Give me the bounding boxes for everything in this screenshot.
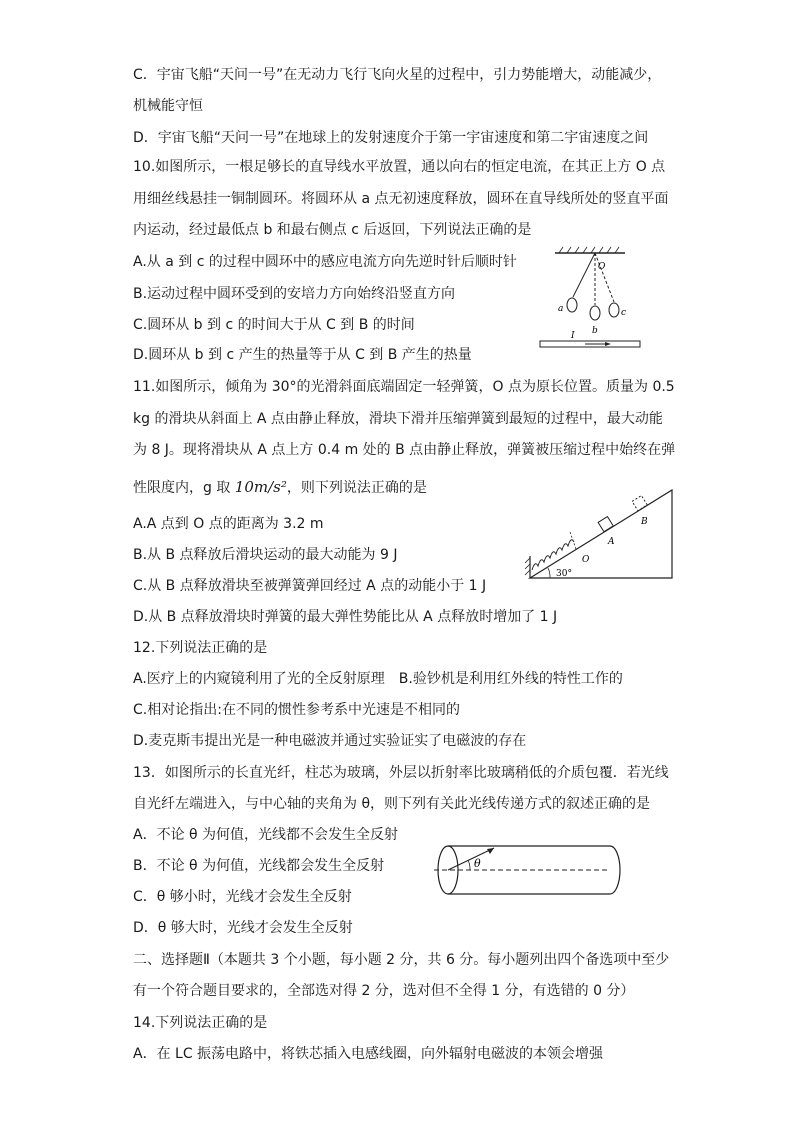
label-o: O	[598, 262, 606, 272]
q11-stem-line1: 11.如图所示，倾角为 30°的光滑斜面底端固定一轻弹簧，O 点为原长位置。质量为 0.5	[133, 379, 675, 395]
q11-option-c: C.从 B 点释放滑块至被弹簧弹回经过 A 点的动能小于 1 J	[133, 578, 487, 594]
label-c: c	[621, 308, 627, 318]
q13-option-a: A．不论 θ 为何值，光线都不会发生全反射	[133, 827, 399, 843]
q11-option-a: A.A 点到 O 点的距离为 3.2 m	[133, 516, 324, 532]
q13-fiber-figure	[430, 838, 630, 902]
q13-option-d: D．θ 够大时，光线才会发生全反射	[133, 920, 353, 936]
q10-option-a: A.从 a 到 c 的过程中圆环中的感应电流方向先逆时针后顺时针	[133, 254, 517, 270]
q11-stem-line4-suffix: ，则下列说法正确的是	[286, 480, 427, 496]
q10-pendulum-figure	[535, 245, 645, 355]
q11-gravity-formula: 10m/s²	[234, 478, 287, 496]
q14-stem: 14.下列说法正确的是	[133, 1015, 268, 1031]
label-o: O	[582, 555, 590, 565]
label-current: I	[571, 331, 575, 341]
q12-option-d: D.麦克斯韦提出光是一种电磁波并通过实验证实了电磁波的存在	[133, 733, 527, 749]
ceiling-hatch	[559, 247, 619, 253]
fiber-right-end	[610, 846, 620, 894]
q10-stem-line3: 内运动，经过最低点 b 和最右侧点 c 后返回，下列说法正确的是	[133, 222, 532, 238]
block-b	[632, 496, 647, 511]
q11-stem-line3: 为 8 J。现将滑块从 A 点上方 0.4 m 处的 B 点由静止释放，弹簧被压缩过程中始终在弹	[133, 442, 676, 458]
theta-arc	[468, 860, 470, 870]
q13-stem-line1: 13．如图所示的长直光纤，柱芯为玻璃，外层以折射率比玻璃稍低的介质包覆．若光线	[133, 765, 669, 781]
section2-heading-line1: 二、选择题Ⅱ（本题共 3 个小题，每小题 2 分，共 6 分。每小题列出四个备选项中至少	[133, 952, 670, 968]
q11-incline-figure	[520, 486, 680, 586]
section2-heading-line2: 有一个符合题目要求的，全部选对得 2 分，选对但不全得 1 分，有选错的 0 分）	[133, 983, 635, 999]
q9-option-c-line2: 机械能守恒	[133, 98, 203, 114]
q11-stem-line2: kg 的滑块从斜面上 A 点由静止释放，滑块下滑并压缩弹簧到最短的过程中，最大动能	[133, 411, 663, 427]
q11-option-d: D.从 B 点释放滑块时弹簧的最大弹性势能比从 A 点释放时增加了 1 J	[133, 609, 558, 625]
thread-c	[595, 253, 614, 302]
ring-a	[567, 298, 577, 312]
label-a: a	[558, 304, 564, 314]
incline	[530, 490, 672, 578]
q10-option-c: C.圆环从 b 到 c 的时间大于从 C 到 B 的时间	[133, 317, 415, 333]
angle-arc	[548, 568, 550, 578]
q10-option-b: B.运动过程中圆环受到的安培力方向始终沿竖直方向	[133, 286, 456, 302]
q12-option-c: C.相对论指出:在不同的惯性参考系中光速是不相同的	[133, 702, 460, 718]
label-theta: θ	[474, 857, 481, 870]
block-a	[598, 517, 613, 532]
q11-option-b: B.从 B 点释放后滑块运动的最大动能为 9 J	[133, 547, 398, 563]
q9-option-d: D．宇宙飞船“天问一号”在地球上的发射速度介于第一宇宙速度和第二宇宙速度之间	[133, 130, 649, 146]
label-a: A	[608, 537, 615, 547]
q10-option-d: D.圆环从 b 到 c 产生的热量等于从 C 到 B 产生的热量	[133, 347, 472, 363]
q11-stem-line4	[133, 477, 427, 498]
wall-hatch	[525, 558, 530, 575]
q10-stem-line2: 用细丝线悬挂一铜制圆环。将圆环从 a 点无初速度释放，圆环在直导线所处的竖直平面	[133, 191, 669, 207]
label-angle: 30°	[556, 569, 572, 579]
q12-option-a-b: A.医疗上的内窥镜利用了光的全反射原理 B.验钞机是利用红外线的特性工作的	[133, 671, 623, 687]
q13-option-c: C．θ 够小时，光线才会发生全反射	[133, 889, 352, 905]
label-b: B	[641, 517, 648, 527]
q11-stem-line4-prefix: 性限度内，g 取	[133, 480, 235, 496]
current-arrow-head	[605, 342, 611, 346]
q14-option-a: A．在 LC 振荡电路中，将铁芯插入电感线圈，向外辐射电磁波的本领会增强	[133, 1046, 604, 1062]
thread-a	[573, 253, 595, 297]
q10-stem-line1: 10.如图所示，一根足够长的直导线水平放置，通以向右的恒定电流，在其正上方 O 点	[133, 159, 666, 175]
q9-option-c-line1: C．宇宙飞船“天问一号”在无动力飞行飞向火星的过程中，引力势能增大，动能减少，	[133, 67, 662, 83]
q13-option-b: B．不论 θ 为何值，光线都会发生全反射	[133, 858, 385, 874]
ring-b	[590, 306, 600, 320]
q13-stem-line2: 自光纤左端进入，与中心轴的夹角为 θ，则下列有关此光线传递方式的叙述正确的是	[133, 796, 651, 812]
ring-c	[609, 303, 619, 317]
label-b: b	[592, 326, 598, 336]
q12-stem: 12.下列说法正确的是	[133, 640, 268, 656]
